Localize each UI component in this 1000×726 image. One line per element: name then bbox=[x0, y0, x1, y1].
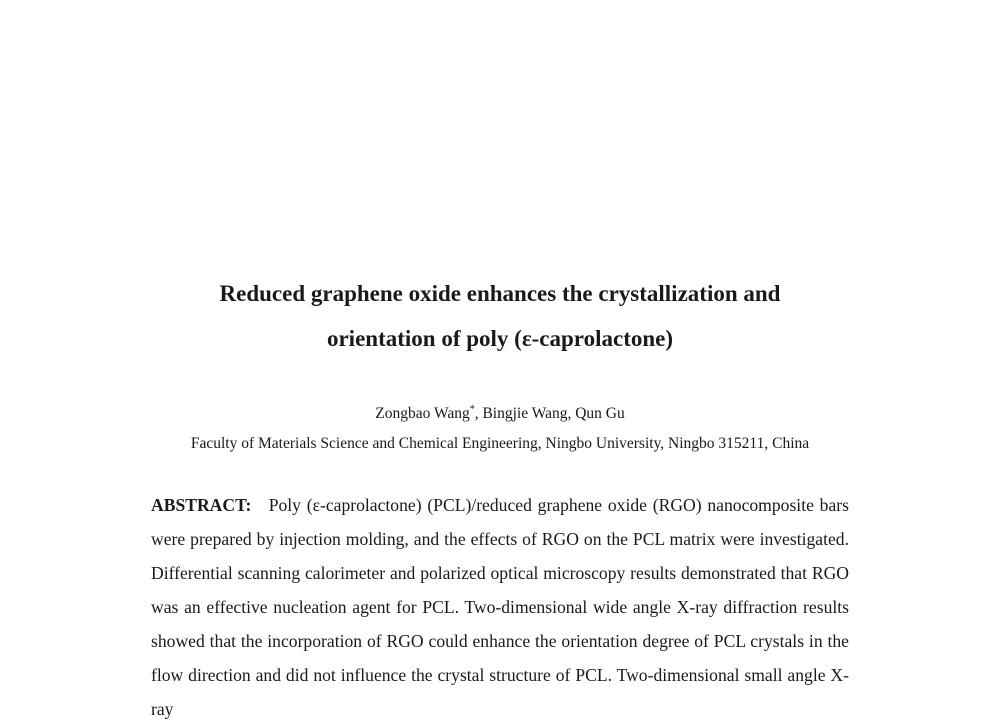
paper-title-line-1: Reduced graphene oxide enhances the crystallization and bbox=[219, 281, 781, 306]
corresponding-author-mark: * bbox=[469, 403, 475, 415]
author-rest: , Bingjie Wang, Qun Gu bbox=[474, 405, 625, 422]
abstract-text: Poly (ε-caprolactone) (PCL)/reduced graphene oxide (RGO) nanocomposite bars were prepared by injection molding, and the effects of RGO on the PCL matrix were investigated. Differential scanning calorimeter and polarized optical microscopy results demonstrated that RGO was an effective nucleation agent for PCL. Two-dimensional wide angle X-ray diffraction results showed that the incorporation of RGO could enhance the orientation degree of PCL crystals in the flow direction and did not influence the crystal structure of PCL. Two-dimensional small angle X-ray bbox=[151, 495, 849, 719]
abstract bbox=[151, 488, 849, 726]
affiliation: Faculty of Materials Science and Chemical Engineering, Ningbo University, Ningbo 315211, China bbox=[190, 435, 810, 452]
abstract-label: ABSTRACT: bbox=[151, 495, 252, 515]
author-first: Zongbao Wang bbox=[375, 405, 470, 422]
paper-title-line-2: orientation of poly (ε-caprolactone) bbox=[326, 326, 674, 351]
author-list bbox=[150, 405, 850, 423]
